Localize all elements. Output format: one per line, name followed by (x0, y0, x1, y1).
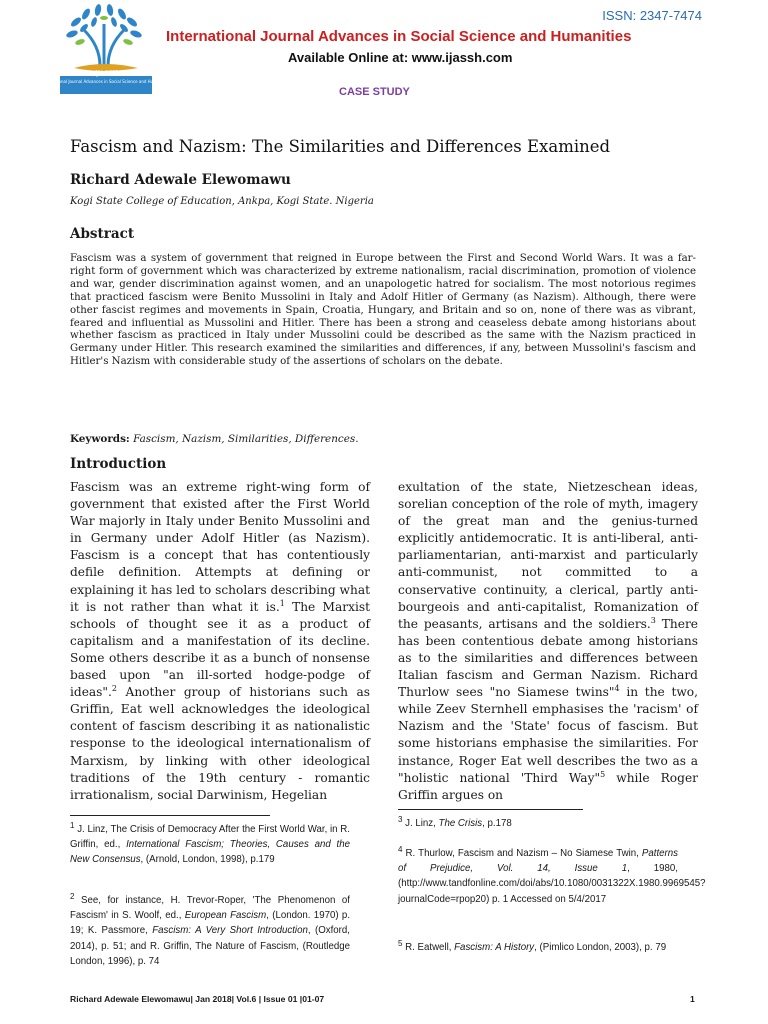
footnote-3: $^3$ J. Linz, The Crisis, p.178 (398, 814, 512, 829)
body-column-left (70, 479, 370, 804)
footnote-ref-4: 4 (614, 684, 620, 694)
footnote-ref-1: 1 (279, 598, 285, 608)
article-title: Fascism and Nazism: The Similarities and Differences Examined (70, 137, 611, 156)
col2-text-2: There has been contentious debate among historians as to the similarities and differences between Italian fascism and German Nazism. Richard Thurlow sees "no Siamese twins" (398, 616, 698, 700)
col2-text-3: in the two, while Zeev Sternhell emphasises the 'racism' of Nazism and the 'State' focus of fascism. But some historians emphasise the similarities. For instance, Roger Eat well describes the two as a "holistic national 'Third Way" (398, 685, 698, 785)
page-number: 1 (690, 994, 695, 1004)
footnote-1: $^1$ J. Linz, The Crisis of Democracy After the First World War, in R. Griffin, ed., International Fascism; Theories, Causes and the New Consensus, (Arnold, London, 1998), p.179 (70, 820, 350, 866)
footnote-number: 5 (398, 938, 403, 948)
author-affiliation: Kogi State College of Education, Ankpa, Kogi State. Nigeria (70, 196, 374, 207)
col1-text-2: The Marxist schools of thought see it as a product of capitalism and a manifestation of its decline. Some others describe it as a bunch of nonsense based upon "an ill-sorted hodge-podge of ideas". (70, 599, 370, 700)
abstract-text: Fascism was a system of government that reigned in Europe between the First and Second World Wars. It was a far-right form of government which was characterized by extreme nationalism, racial discrimination, promotion of violence and war, gender discrimination against women, and an unapologetic hatred for socialism. The most notorious regimes that practiced fascism were Benito Mussolini in Italy and Adolf Hitler of Germany (as Nazism). Although, there were other fascist regimes and movements in Spain, Croatia, Hungary, and Britain and so on, none of there was as vibrant, feared and influential as Mussolini and Hitler. There has been a strong and ceaseless debate among historians about whether fascism as practiced in Italy under Mussolini could be described as the same with the Nazism practiced in Germany under Hitler. This research examined the similarities and differences, if any, between Mussolini's fascism and Hitler's Nazism with considerable study of the assertions of scholars on the debate. (70, 253, 696, 368)
footnote-ref-2: 2 (111, 684, 118, 694)
col1-text-1: Fascism was an extreme right-wing form of government that existed after the First World War majorly in Italy under Benito Mussolini and in Germany under Adolf Hitler (as Nazism). Fascism is a concept that has contentiously defile definition. Attempts at defining or explaining it has led to scholars describing what it is not rather than what it is. (70, 480, 370, 614)
journal-title: International Journal Advances in Social Science and Humanities (166, 28, 632, 45)
footnote-number: 1 (70, 820, 75, 830)
footnote-ref-5: 5 (600, 769, 606, 779)
issn-label: ISSN: 2347-7474 (602, 8, 702, 23)
footnote-ref-3: 3 (650, 615, 656, 625)
footnote-divider-right (398, 809, 583, 810)
footnote-number: 3 (398, 814, 403, 824)
introduction-heading: Introduction (70, 456, 167, 472)
col2-text-4: while Roger Griffin argues on (398, 770, 698, 802)
availability-link: Available Online at: www.ijassh.com (288, 50, 513, 65)
section-label: CASE STUDY (339, 86, 410, 98)
logo-caption: International Journal Advances in Social Science and Humanities (41, 79, 171, 84)
footnote-2: $^2$ See, for instance, H. Trevor-Roper, 'The Phenomenon of Fascism' in S. Woolf, ed., European Fascism, (London. 1970) p. 19; K. Passmore, Fascism: A Very Short Introduction, (Oxford, 2014), p. 51; and R. Griffin, The Nature of Fascism, (Routledge London, 1996), p. 74 (70, 891, 351, 967)
logo-text: IJASSH (94, 70, 118, 77)
body-column-right (398, 479, 698, 804)
footnote-5: $^5$ R. Eatwell, Fascism: A History, (Pimlico London, 2003), p. 79 (398, 938, 667, 953)
tree-logo-icon (41, 4, 171, 96)
footnote-number: 2 (70, 891, 75, 901)
keywords-line (70, 433, 359, 445)
page-footer-citation: Richard Adewale Elewomawu| Jan 2018| Vol.6 | Issue 01 |01-07 (70, 994, 325, 1004)
author-name: Richard Adewale Elewomawu (70, 172, 291, 188)
keywords-list: Fascism, Nazism, Similarities, Differences. (133, 433, 359, 445)
abstract-heading: Abstract (70, 226, 135, 242)
journal-logo (41, 4, 171, 96)
col1-text-3: Another group of historians such as Griffin, Eat well acknowledges the ideological content of fascism describing it as nationalistic response to the ideological internationalism of Marxism, by linking with other ideological traditions of the 19th century - romantic irrationalism, social Darwinism, Hegelian (70, 685, 370, 802)
footnote-number: 4 (398, 844, 403, 854)
col2-text-1: exultation of the state, Nietzeschean ideas, sorelian conception of the role of myth, imagery of the great man and the genius-turned explicitly antidemocratic. It is anti-liberal, anti-parliamentarian, anti-marxist and particularly anti-communist, not committed to a conservative continuity, a clerical, partly anti-bourgeois and anti-capitalist, Romanization of the peasants, artisans and the soldiers. (398, 480, 698, 631)
footnote-divider-left (70, 815, 270, 816)
footnote-4: $^4$ R. Thurlow, Fascism and Nazism – No Siamese Twin, Patterns of Prejudice, Vol. 14, Issue 1, 1980, (http://www.tandfonline.com/doi/abs/10.1080/0031322X.1980.9969545?journalCode=rpop20) p. 1 Accessed on 5/4/2017 (398, 844, 706, 905)
keywords-label: Keywords: (70, 433, 130, 445)
